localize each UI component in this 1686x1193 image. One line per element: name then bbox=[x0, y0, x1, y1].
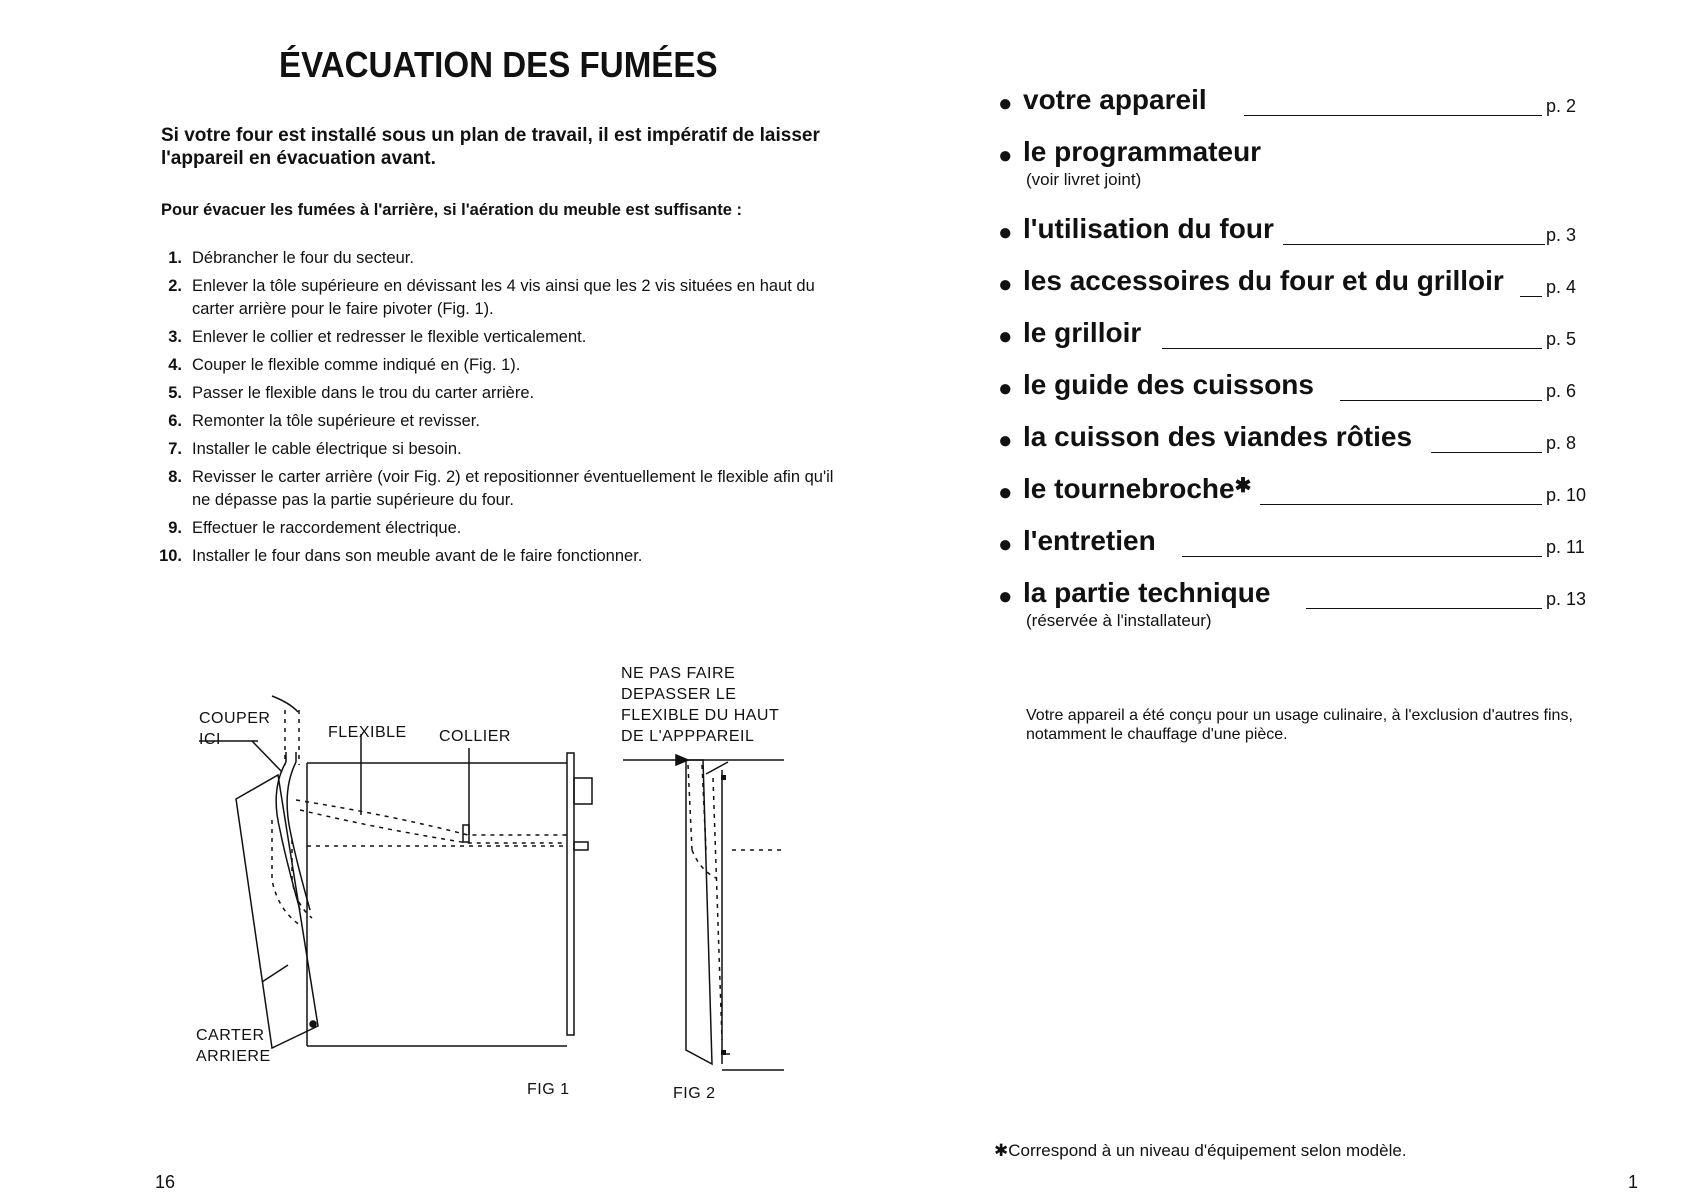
bullet-icon: ● bbox=[998, 583, 1013, 610]
toc-note: (réservée à l'installateur) bbox=[1026, 611, 1212, 630]
step-number: 7. bbox=[168, 440, 182, 458]
toc-leader bbox=[1283, 244, 1545, 245]
toc-page: p. 8 bbox=[1546, 433, 1577, 453]
toc-label: le grilloir bbox=[1023, 317, 1142, 348]
toc-item bbox=[998, 317, 1598, 357]
toc-label: votre appareil bbox=[1023, 84, 1207, 115]
toc-leader bbox=[1182, 556, 1542, 557]
fig1-caption: FIG 1 bbox=[527, 1081, 570, 1098]
toc-page: p. 13 bbox=[1546, 589, 1587, 609]
step-text: Passer le flexible dans le trou du carter arrière. bbox=[192, 384, 535, 402]
step-item bbox=[152, 354, 852, 377]
footnote bbox=[994, 1141, 1407, 1161]
fig2-pipe-dash bbox=[692, 850, 716, 878]
carter-screw bbox=[310, 1021, 316, 1027]
bullet-icon: ● bbox=[998, 531, 1013, 558]
step-item bbox=[152, 275, 852, 321]
flexible-pipe-edge bbox=[276, 762, 300, 910]
bullet-icon: ● bbox=[998, 479, 1013, 506]
toc-leader bbox=[1306, 608, 1542, 609]
step-number: 1. bbox=[168, 249, 182, 267]
step-item bbox=[152, 438, 852, 461]
toc-item bbox=[998, 577, 1598, 630]
carter-label-line2: ARRIERE bbox=[196, 1048, 271, 1065]
fig2-pipe-dash bbox=[702, 765, 706, 850]
oven-front-panel bbox=[567, 753, 574, 1035]
oven-handle bbox=[574, 778, 592, 804]
step-number: 8. bbox=[168, 468, 182, 486]
toc-page: p. 10 bbox=[1546, 485, 1587, 505]
fig2-screw bbox=[721, 775, 726, 780]
pipe-dash bbox=[272, 820, 300, 925]
toc-leader bbox=[1520, 296, 1542, 297]
toc-label: le guide des cuissons bbox=[1023, 369, 1314, 400]
step-item bbox=[152, 410, 852, 433]
toc-label: la partie technique bbox=[1023, 577, 1271, 608]
toc-leader bbox=[1340, 400, 1542, 401]
step-text: Remonter la tôle supérieure et revisser. bbox=[192, 412, 480, 430]
fig2-pipe-dash bbox=[688, 765, 692, 850]
carter-label bbox=[196, 1025, 271, 1067]
fig2-pipe-dash bbox=[713, 778, 722, 1040]
fig2-caption: FIG 2 bbox=[673, 1085, 716, 1102]
step-number: 6. bbox=[168, 412, 182, 430]
toc-page: p. 4 bbox=[1546, 277, 1577, 297]
bullet-icon: ● bbox=[998, 271, 1013, 298]
step-number: 9. bbox=[168, 519, 182, 537]
bullet-icon: ● bbox=[998, 427, 1013, 454]
toc-label: le programmateur bbox=[1023, 136, 1262, 167]
toc-page: p. 5 bbox=[1546, 329, 1577, 349]
carter-leader bbox=[262, 965, 288, 982]
flexible-route-dash bbox=[296, 800, 567, 835]
step-text: Enlever le collier et redresser le flexible verticalement. bbox=[192, 328, 587, 346]
warning-line: DEPASSER LE bbox=[621, 686, 737, 703]
equipment-mark-icon: ✱ bbox=[1234, 475, 1252, 497]
toc-item bbox=[998, 84, 1598, 124]
step-item bbox=[152, 545, 852, 568]
toc-page: p. 11 bbox=[1546, 537, 1585, 557]
toc-leader bbox=[1431, 452, 1542, 453]
flexible-route-dash bbox=[300, 810, 567, 843]
max-height-arrow bbox=[676, 755, 688, 765]
warning-line: NE PAS FAIRE bbox=[621, 665, 736, 682]
usage-note: Votre appareil a été conçu pour un usage culinaire, à l'exclusion d'autres fins, notamment le chauffage d'une pièce. bbox=[1026, 707, 1573, 743]
step-text: Installer le cable électrique si besoin. bbox=[192, 440, 462, 458]
step-number: 2. bbox=[168, 277, 182, 295]
toc-item bbox=[998, 213, 1598, 253]
fig2-screw bbox=[721, 1050, 726, 1055]
step-text: Effectuer le raccordement électrique. bbox=[192, 519, 462, 537]
subheading: Pour évacuer les fumées à l'arrière, si l'aération du meuble est suffisante : bbox=[161, 201, 742, 219]
step-text: Revisser le carter arrière (voir Fig. 2) et repositionner éventuellement le flexible afin qu'il ne dépasse pas la partie supérieure du four. bbox=[192, 468, 834, 509]
step-item bbox=[152, 517, 852, 540]
couper-label bbox=[199, 708, 270, 750]
fig2-carter bbox=[686, 760, 712, 1064]
steps-list bbox=[152, 247, 852, 573]
pipe-dash bbox=[292, 840, 312, 918]
step-item bbox=[152, 326, 852, 349]
step-text: Couper le flexible comme indiqué en (Fig. 1). bbox=[192, 356, 521, 374]
toc-label: l'entretien bbox=[1023, 525, 1156, 556]
toc-label: l'utilisation du four bbox=[1023, 213, 1274, 244]
toc-item bbox=[998, 265, 1598, 305]
step-item bbox=[152, 466, 852, 512]
intro-paragraph: Si votre four est installé sous un plan de travail, il est impératif de laisser l'appareil en évacuation avant. bbox=[161, 125, 820, 169]
fig2-top bbox=[706, 762, 728, 774]
toc-item bbox=[998, 421, 1598, 461]
page-number-right: 1 bbox=[1628, 1172, 1639, 1192]
step-text: Débrancher le four du secteur. bbox=[192, 249, 414, 267]
bullet-icon: ● bbox=[998, 90, 1013, 117]
step-item bbox=[152, 382, 852, 405]
bullet-icon: ● bbox=[998, 375, 1013, 402]
toc-item bbox=[998, 473, 1598, 513]
toc-page: p. 6 bbox=[1546, 381, 1577, 401]
cut-mark bbox=[272, 696, 298, 712]
couper-label-line2: ICI bbox=[199, 731, 221, 748]
oven-knob bbox=[574, 842, 588, 850]
step-number: 4. bbox=[168, 356, 182, 374]
bullet-icon: ● bbox=[998, 219, 1013, 246]
toc-label bbox=[1023, 473, 1251, 505]
page-title: ÉVACUATION DES FUMÉES bbox=[279, 44, 718, 85]
warning-label bbox=[621, 663, 779, 747]
flexible-pipe-edge bbox=[287, 762, 310, 910]
collier-label: COLLIER bbox=[439, 728, 511, 745]
step-number: 5. bbox=[168, 384, 182, 402]
step-number: 10. bbox=[159, 547, 182, 565]
collier-clamp bbox=[463, 825, 469, 842]
toc-label: la cuisson des viandes rôties bbox=[1023, 421, 1413, 452]
bullet-icon: ● bbox=[998, 323, 1013, 350]
toc-label: les accessoires du four et du grilloir bbox=[1023, 265, 1504, 296]
toc-page: p. 3 bbox=[1546, 225, 1577, 245]
footnote-text: Correspond à un niveau d'équipement selon modèle. bbox=[1008, 1141, 1407, 1160]
toc-leader bbox=[1162, 348, 1542, 349]
page-number-left: 16 bbox=[155, 1172, 176, 1192]
toc-page: p. 2 bbox=[1546, 96, 1577, 116]
toc-note: (voir livret joint) bbox=[1026, 170, 1142, 189]
toc-label-text: le tournebroche bbox=[1023, 473, 1235, 504]
toc-item bbox=[998, 369, 1598, 409]
flexible-label: FLEXIBLE bbox=[328, 724, 407, 741]
toc-item bbox=[998, 136, 1598, 189]
step-number: 3. bbox=[168, 328, 182, 346]
warning-line: DE L'APPPAREIL bbox=[621, 728, 755, 745]
step-item bbox=[152, 247, 852, 270]
toc-leader bbox=[1260, 504, 1542, 505]
warning-line: FLEXIBLE DU HAUT bbox=[621, 707, 780, 724]
bullet-icon: ● bbox=[998, 142, 1013, 169]
equipment-mark-icon: ✱ bbox=[994, 1141, 1009, 1160]
step-text: Enlever la tôle supérieure en dévissant les 4 vis ainsi que les 2 vis situées en haut du carter arrière pour le faire pivoter (Fig. 1). bbox=[192, 277, 815, 318]
toc-item bbox=[998, 525, 1598, 565]
carter-panel bbox=[236, 775, 318, 1048]
toc-leader bbox=[1244, 115, 1542, 116]
couper-label-line1: COUPER bbox=[199, 710, 271, 727]
carter-label-line1: CARTER bbox=[196, 1027, 265, 1044]
step-text: Installer le four dans son meuble avant de le faire fonctionner. bbox=[192, 547, 643, 565]
